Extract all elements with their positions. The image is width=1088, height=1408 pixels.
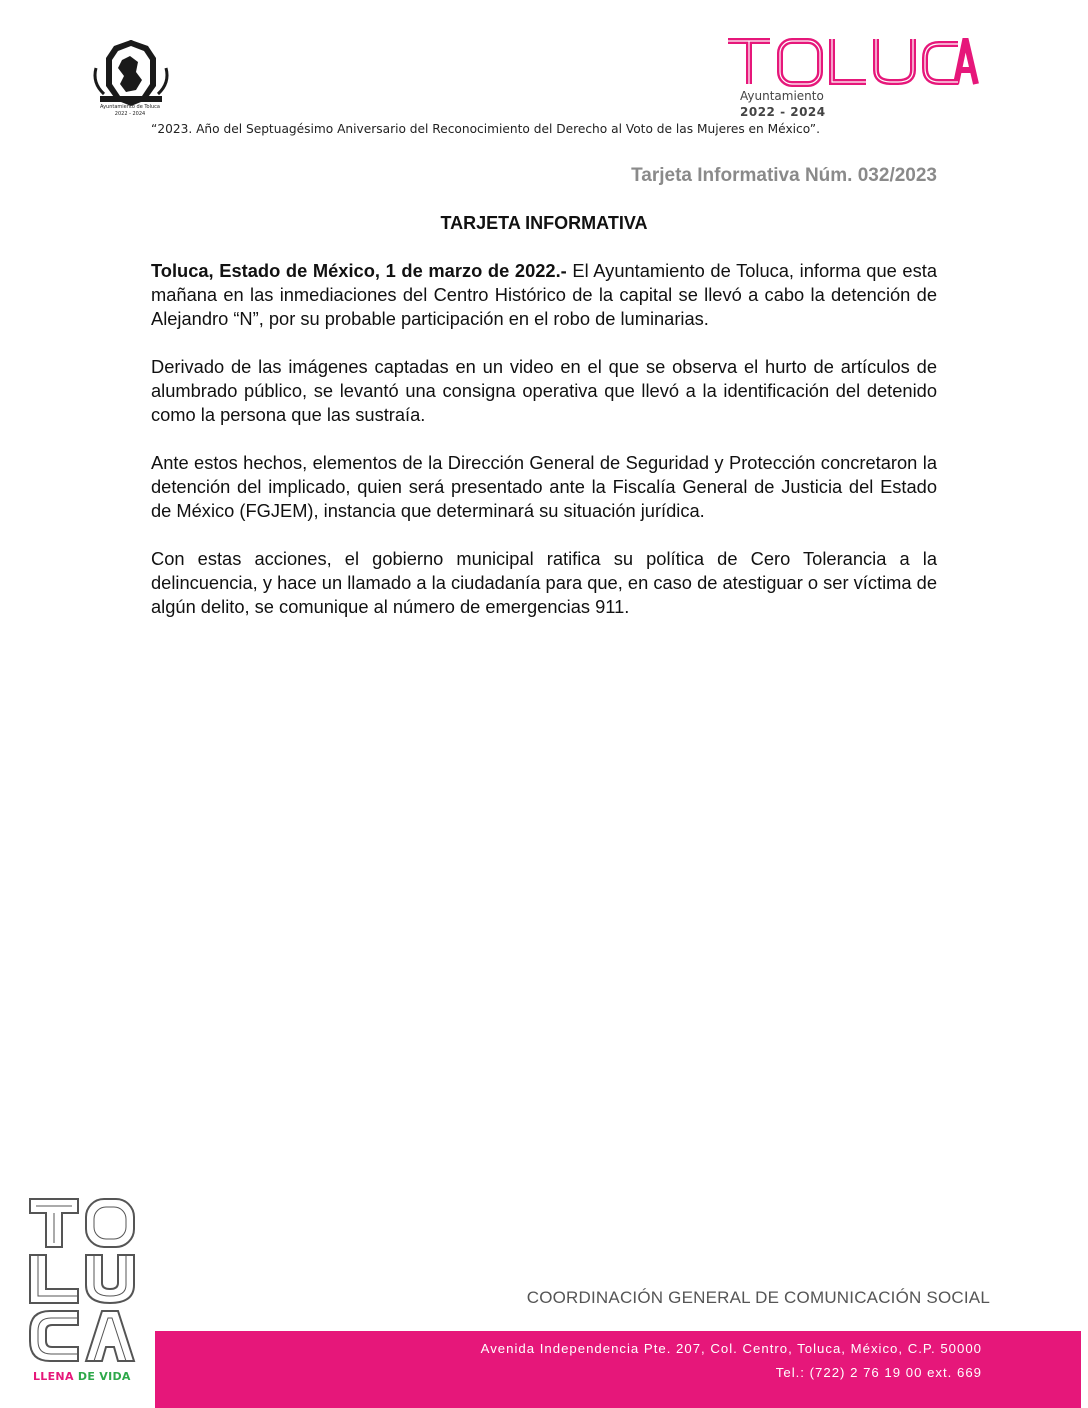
- footer-phone: Tel.: (722) 2 76 19 00 ext. 669: [775, 1365, 982, 1380]
- slogan-part-1: LLENA: [33, 1370, 78, 1383]
- seal-caption: [80, 104, 180, 118]
- footer-address: Avenida Independencia Pte. 207, Col. Centro, Toluca, México, C.P. 50000: [480, 1341, 982, 1356]
- footer-toluca-logo: [26, 1195, 140, 1377]
- slogan-part-2: DE VIDA: [77, 1370, 131, 1383]
- header-motto: “2023. Año del Septuagésimo Aniversario del Reconocimiento del Derecho al Voto de las Mujeres en México”.: [151, 122, 820, 136]
- logo-subtitle: Ayuntamiento: [740, 89, 824, 103]
- seal-caption-line: Ayuntamiento de Toluca: [100, 104, 160, 110]
- document-title: TARJETA INFORMATIVA: [440, 213, 648, 233]
- card-number: Tarjeta Informativa Núm. 032/2023: [631, 165, 937, 186]
- paragraph-2: Derivado de las imágenes captadas en un video en el que se observa el hurto de artículos de alumbrado público, se levantó una consigna operativa que llevó a la identificación del detenido como la persona que las sustraía.: [151, 356, 937, 425]
- department-name: COORDINACIÓN GENERAL DE COMUNICACIÓN SOCIAL: [526, 1288, 990, 1307]
- paragraph-1: [151, 259, 937, 331]
- paragraph-3: Ante estos hechos, elementos de la Dirección General de Seguridad y Protección concretaron la detención del implicado, quien será presentado ante la Fiscalía General de Justicia del Estado de México (FGJEM), instancia que determinará su situación jurídica.: [151, 452, 937, 521]
- paragraph-1-text: El Ayuntamiento de Toluca, informa que esta mañana en las inmediaciones del Centro Histórico de la capital se llevó a cabo la detención de Alejandro “N”, por su probable participación en el robo de luminarias.: [151, 260, 937, 329]
- document-body: [151, 259, 937, 643]
- seal-caption-line: 2022 - 2024: [114, 111, 146, 117]
- toluca-logo: [726, 36, 982, 88]
- lead-dateline: Toluca, Estado de México, 1 de marzo de 2022.-: [151, 260, 567, 281]
- footer-slogan: [33, 1370, 131, 1383]
- paragraph-4: Con estas acciones, el gobierno municipal ratifica su política de Cero Tolerancia a la delincuencia, y hace un llamado a la ciudadanía para que, en caso de atestiguar o ser víctima de algún delito, se comunique al número de emergencias 911.: [151, 548, 937, 617]
- logo-years: 2022 - 2024: [740, 105, 826, 119]
